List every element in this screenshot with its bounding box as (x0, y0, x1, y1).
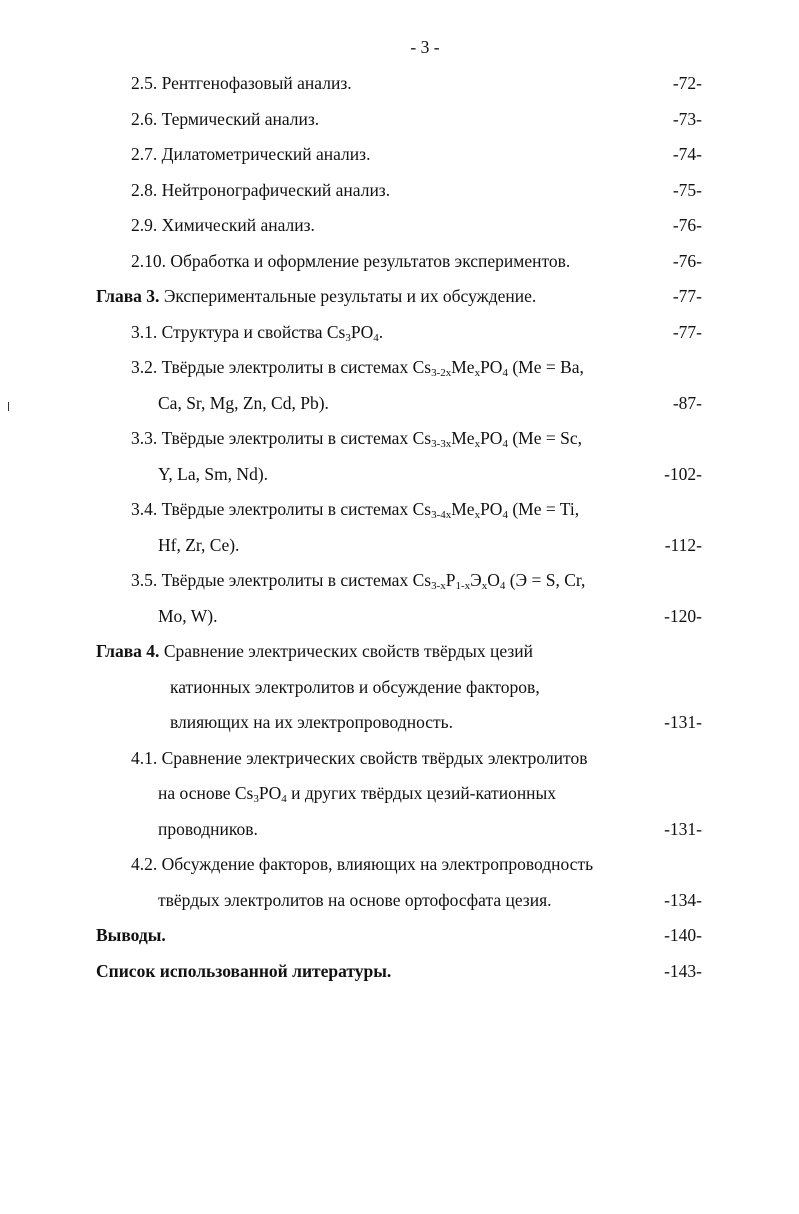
entry-title: Дилатометрический анализ. (161, 144, 371, 164)
toc-entry-2-5 (0, 66, 799, 102)
entry-title-cont-suffix: и других твёрдых цезий-катионных (291, 783, 557, 803)
entry-title: Термический анализ. (161, 108, 320, 129)
entry-page: -102- (664, 463, 702, 484)
entry-number: 3.4. (131, 499, 158, 519)
entry-title: Химический анализ. (161, 215, 315, 235)
toc-entry-3-2: 3.2. Твёрдые электролиты в системах $Cs_{3-2x}Me_xPO_4$ (Me = Ba, (131, 357, 584, 379)
toc-entry-3-3-cont (0, 457, 799, 493)
toc-entry-4-2 (0, 847, 799, 883)
entry-number: 3.2. (131, 357, 158, 377)
entry-page: -72- (672, 73, 702, 93)
entry-title: Рентгенофазовый анализ. (161, 73, 352, 93)
toc-entry-3-2-cont (0, 386, 799, 422)
entry-page: -87- (672, 392, 702, 413)
entry-title-tail: (Э = S, Cr, (509, 570, 586, 590)
entry-title: Твёрдые электролиты в системах Cs (161, 428, 432, 448)
entry-title-cont: проводников. (158, 818, 258, 839)
entry-number: 3.1. (131, 321, 158, 342)
entry-title: Твёрдые электролиты в системах Cs (161, 570, 432, 590)
toc-entry-3-1: 3.1. Структура и свойства $Cs_3PO_4$. -77- (0, 315, 799, 351)
entry-number: 2.9. (131, 215, 158, 235)
entry-page: -140- (664, 925, 702, 945)
entry-title: Обсуждение факторов, влияющих на электропроводность (161, 854, 594, 874)
entry-number: 4.1. (131, 747, 158, 768)
entry-title-cont: Hf, Zr, Ce). (158, 534, 240, 555)
entry-number: 2.6. (131, 108, 158, 129)
entry-title: Твёрдые электролиты в системах Cs (161, 499, 432, 519)
toc-entry-3-5-cont (0, 599, 799, 635)
toc-conclusions (0, 918, 799, 954)
toc-entry-2-6 (0, 102, 799, 138)
entry-number: 2.8. (131, 179, 158, 200)
toc-entry-3-3: 3.3. Твёрдые электролиты в системах $Cs_{3-3x}Me_xPO_4$ (Me = Sc, (131, 428, 582, 450)
entry-title-cont: Y, La, Sm, Nd). (158, 463, 269, 484)
entry-title-cont: Mo, W). (158, 605, 218, 626)
entry-number: 4.2. (131, 854, 158, 874)
page-number: - 3 - (410, 37, 440, 57)
toc-entry-3-4: 3.4. Твёрдые электролиты в системах $Cs_{3-4x}Me_xPO_4$ (Me = Ti, (131, 499, 580, 521)
toc-entry-2-10 (0, 244, 799, 280)
entry-title: Структура и свойства Cs (161, 321, 346, 342)
entry-number: 3.5. (131, 570, 158, 590)
toc-chapter-4-cont1 (0, 670, 799, 706)
chapter-label: Глава 4. (96, 641, 160, 661)
toc-entry-2-8 (0, 173, 799, 209)
chapter-title: Сравнение электрических свойств твёрдых цезий (163, 641, 534, 661)
entry-title-cont: Ca, Sr, Mg, Zn, Cd, Pb). (158, 392, 329, 413)
toc-chapter-3 (0, 279, 799, 315)
entry-page: -112- (664, 534, 702, 555)
entry-page: -77- (672, 321, 702, 342)
entry-title-cont: твёрдых электролитов на основе ортофосфата цезия. (158, 889, 552, 910)
toc-entry-2-7 (0, 137, 799, 173)
toc-entry-3-4-cont (0, 528, 799, 564)
entry-page: -76- (672, 250, 702, 271)
chapter-title: Экспериментальные результаты и их обсуждение. (163, 286, 537, 306)
entry-number: 2.5. (131, 73, 158, 93)
toc-references (0, 954, 799, 990)
entry-title: Обработка и оформление результатов экспериментов. (170, 250, 571, 271)
toc-entry-2-9 (0, 208, 799, 244)
entry-number: 3.3. (131, 428, 158, 448)
chapter-title-cont: катионных электролитов и обсуждение факторов, (170, 676, 540, 697)
entry-page: -77- (672, 286, 702, 306)
entry-title-tail: (Me = Ti, (512, 499, 580, 519)
entry-page: -73- (672, 108, 702, 129)
entry-page: -131- (664, 712, 702, 732)
entry-page: -134- (664, 889, 702, 910)
entry-page: -76- (672, 215, 702, 235)
toc-entry-4-1 (0, 741, 799, 777)
entry-page: -120- (664, 605, 702, 626)
entry-title: Твёрдые электролиты в системах Cs (161, 357, 432, 377)
entry-title-tail: (Me = Sc, (512, 428, 582, 448)
conclusions-title: Выводы. (96, 925, 166, 945)
toc-chapter-4-cont2 (0, 705, 799, 741)
entry-page: -74- (672, 144, 702, 164)
toc-entry-4-2-cont (0, 883, 799, 919)
toc-entry-4-1-cont2 (0, 812, 799, 848)
entry-number: 2.7. (131, 144, 158, 164)
toc-entry-4-1-cont1: на основе $Cs_3PO_4$ и других твёрдых цезий-катионных (158, 783, 557, 805)
entry-title: Сравнение электрических свойств твёрдых электролитов (161, 747, 588, 768)
entry-page: -131- (664, 818, 702, 839)
entry-number: 2.10. (131, 250, 166, 271)
entry-title-cont: на основе Cs (158, 783, 254, 803)
chapter-title-cont: влияющих на их электропроводность. (170, 712, 454, 732)
chapter-label: Глава 3. (96, 286, 160, 306)
entry-page: -75- (672, 179, 702, 200)
entry-title: Нейтронографический анализ. (161, 179, 391, 200)
entry-title-tail: (Me = Ba, (512, 357, 584, 377)
toc-chapter-4 (0, 634, 799, 670)
references-title: Список использованной литературы. (96, 960, 392, 981)
toc-entry-3-5: 3.5. Твёрдые электролиты в системах $Cs_{3-x}P_{1-x}Э_xO_4$ (Э = S, Cr, (131, 570, 586, 592)
entry-page: -143- (664, 960, 702, 981)
table-of-contents (0, 66, 799, 989)
